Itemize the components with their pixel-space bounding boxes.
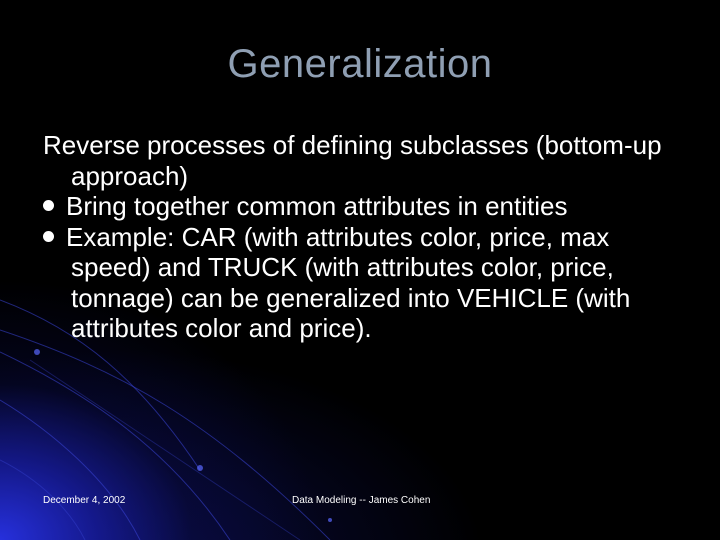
- intro-text: Reverse processes of defining subclasses (bottom-up approach): [43, 130, 662, 191]
- bullet-dot-icon: [43, 231, 54, 242]
- footer-caption: Data Modeling -- James Cohen: [292, 495, 431, 506]
- footer-date: December 4, 2002: [43, 495, 126, 506]
- bullet-dot-icon: [43, 200, 54, 211]
- intro-paragraph: [43, 130, 693, 191]
- slide-title: Generalization: [227, 42, 493, 86]
- bullet-item: [43, 191, 693, 222]
- bullet-item: [43, 222, 693, 344]
- bullet-text: Example: CAR (with attributes color, price, max speed) and TRUCK (with attributes color, price, tonnage) can be generalized into VEHICLE (with attributes color and price).: [66, 221, 631, 343]
- bullet-text: Bring together common attributes in entities: [66, 191, 568, 221]
- slide-body: [43, 130, 693, 344]
